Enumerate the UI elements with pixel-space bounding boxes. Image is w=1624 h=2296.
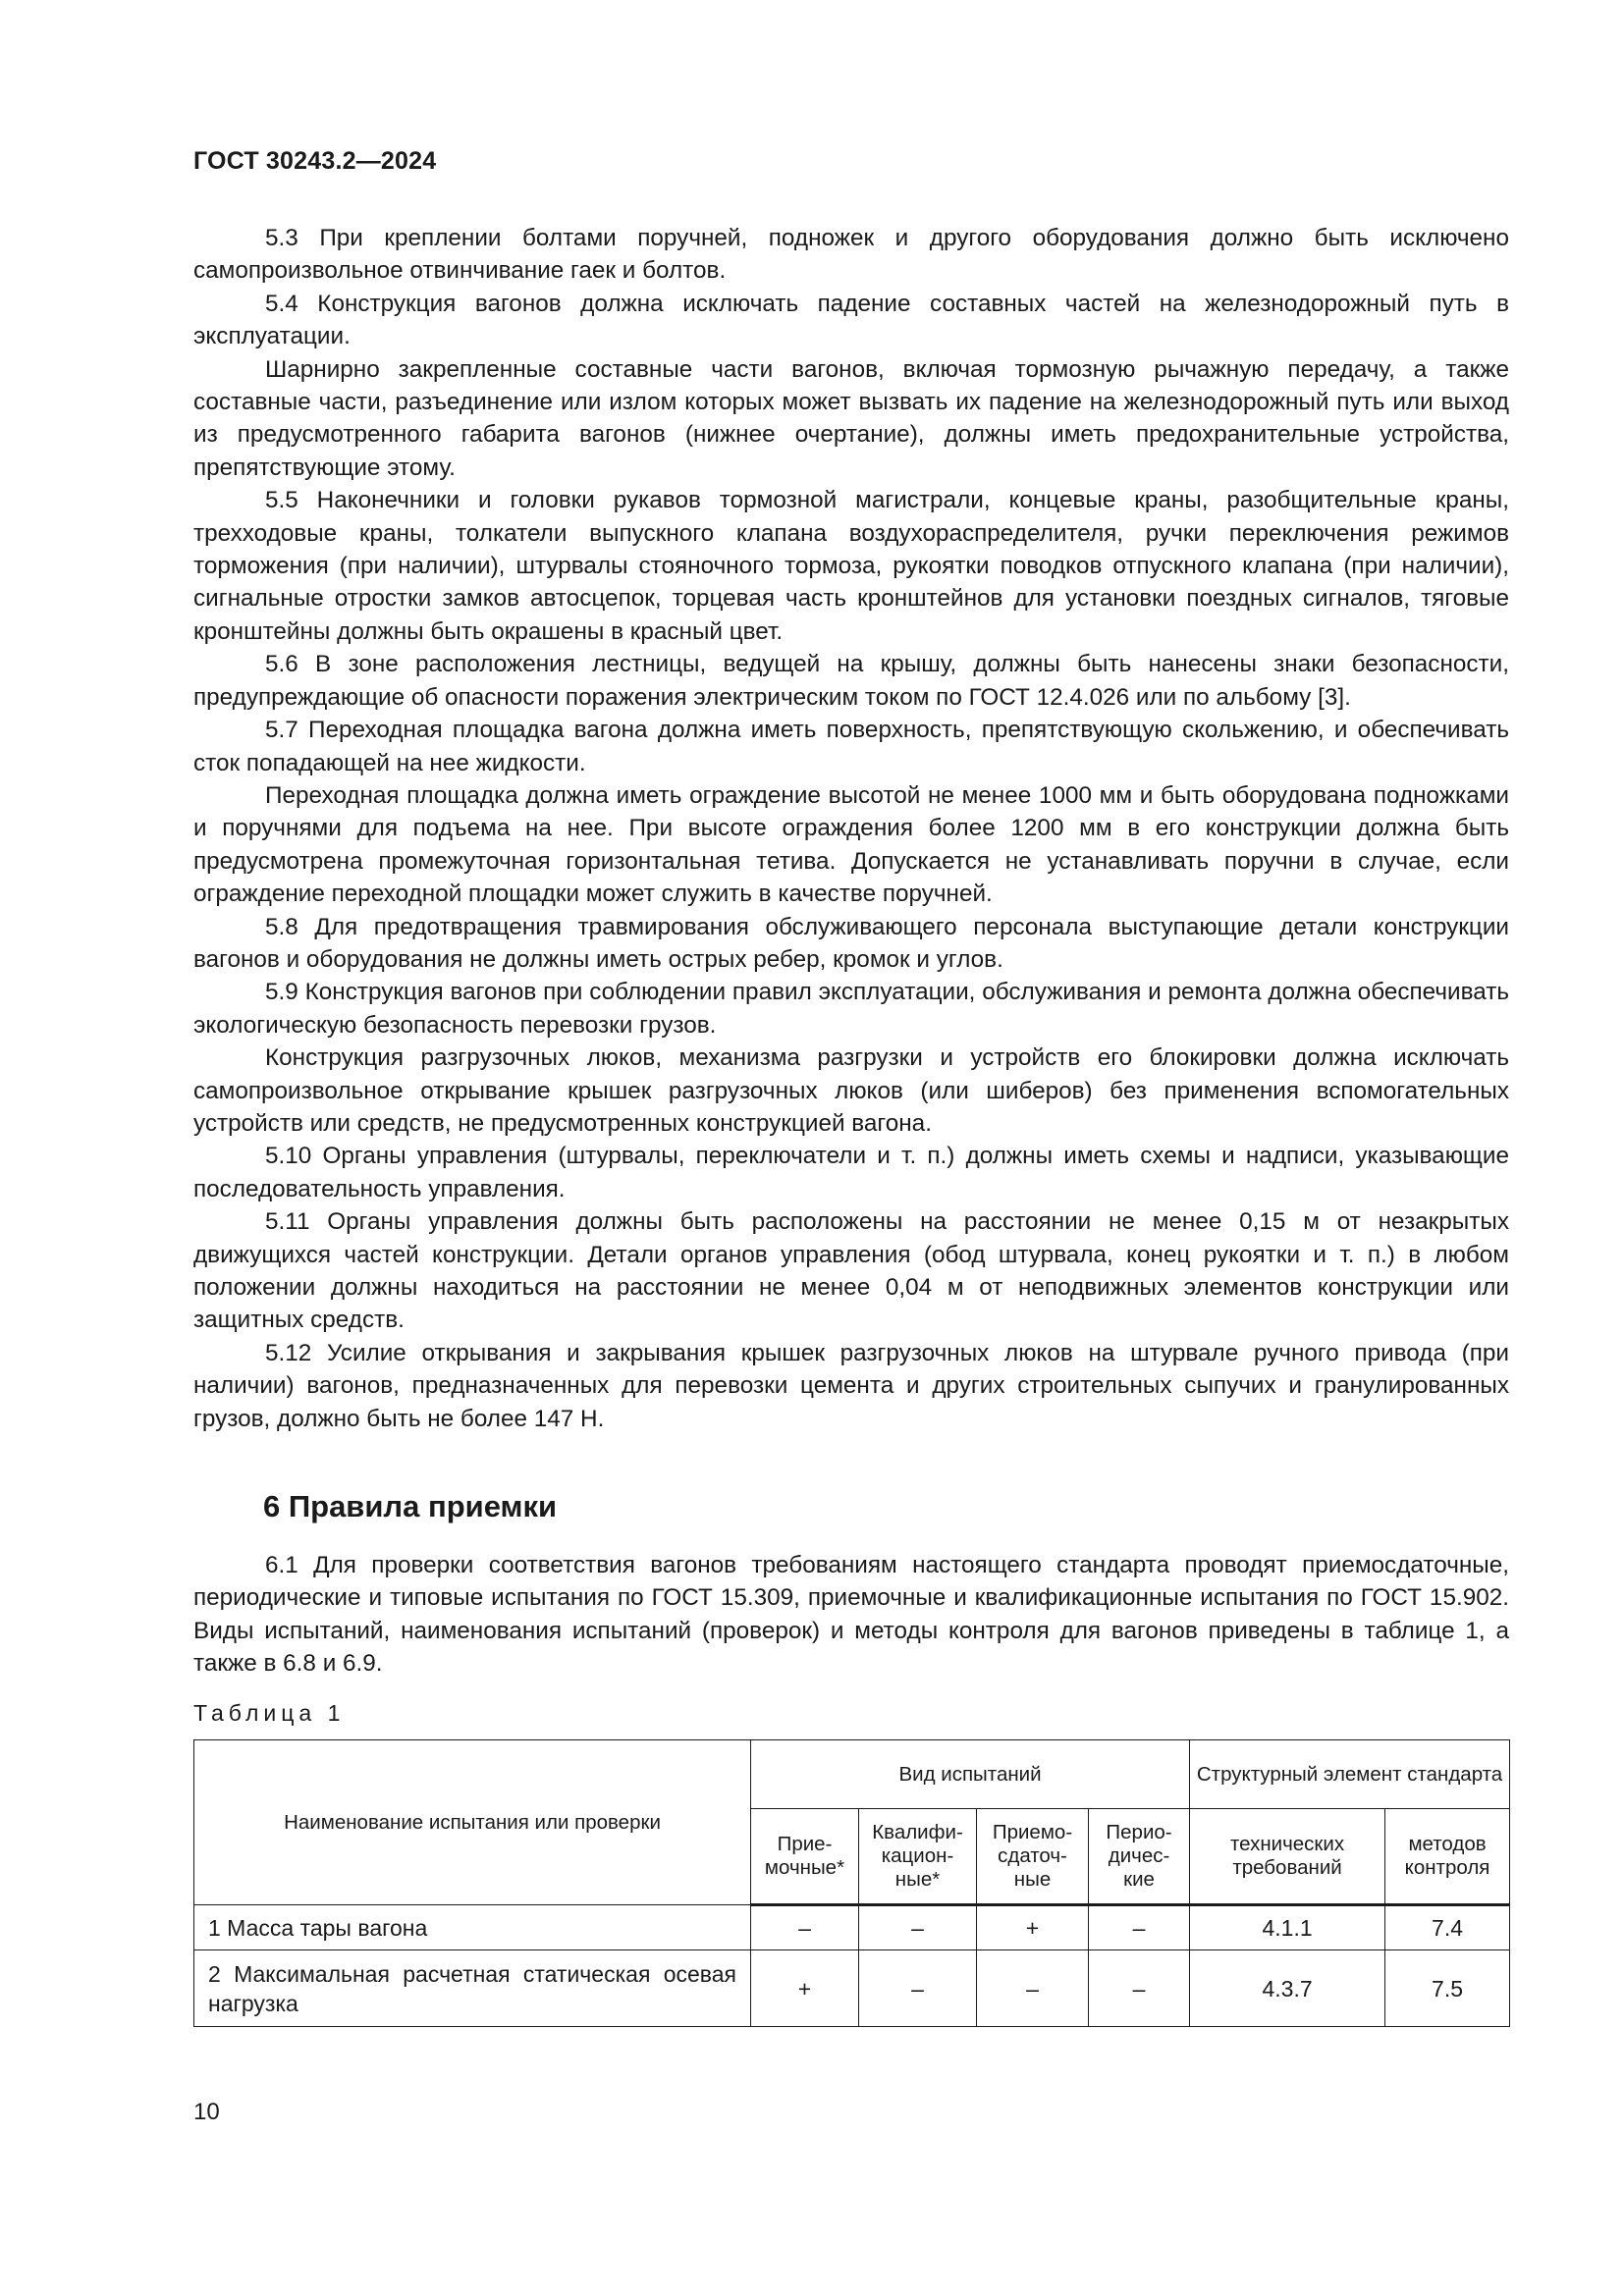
paragraph: 6.1 Для проверки соответствия вагонов требованиям настоящего стандарта проводят приемосдаточные, периодические и типовые испытания по ГОСТ 15.309, приемочные и квалификационные испытания по ГОСТ 15.902. Виды испытаний, наименования испытаний (проверок) и методы контроля для вагонов приведены в таблице 1, а также в 6.8 и 6.9.	[193, 1552, 1509, 1678]
paragraph: Переходная площадка должна иметь ограждение высотой не менее 1000 мм и быть оборудована подножками и поручнями для подъема на нее. При высоте ограждения более 1200 мм в его конструкции должна быть предусмотрена промежуточная горизонтальная тетива. Допускается не устанавливать поручни в случае, если ограждение переходной площадки может служить в качестве поручней.	[193, 781, 1509, 908]
paragraph: 5.9 Конструкция вагонов при соблюдении правил эксплуатации, обслуживания и ремонта должна обеспечивать экологическую безопасность перевозки грузов.	[193, 979, 1509, 1039]
cell-delivery: +	[977, 1905, 1089, 1950]
column-header-qualification: Квалифи- кацион- ные*	[859, 1809, 977, 1905]
paragraph: 5.6 В зоне расположения лестницы, ведущей на крышу, должны быть нанесены знаки безопасности, предупреждающие об опасности поражения электрическим током по ГОСТ 12.4.026 или по альбому [3].	[193, 651, 1509, 711]
cell-control-methods: 7.5	[1385, 1950, 1510, 2027]
column-header-periodic: Перио- дичес- кие	[1089, 1809, 1190, 1905]
cell-tech-req: 4.3.7	[1190, 1950, 1385, 2027]
table-caption: Таблица 1	[193, 1700, 346, 1726]
cell-control-methods: 7.4	[1385, 1905, 1510, 1950]
cell-periodic: –	[1089, 1905, 1190, 1950]
cell-periodic: –	[1089, 1950, 1190, 2027]
paragraph: 5.3 При креплении болтами поручней, подножек и другого оборудования должно быть исключено самопроизвольное отвинчивание гаек и болтов.	[193, 225, 1509, 285]
cell-acceptance: –	[751, 1905, 859, 1950]
cell-qualification: –	[859, 1950, 977, 2027]
cell-name: 2 Максимальная расчетная статическая осевая нагрузка	[194, 1950, 751, 2027]
column-header-name: Наименование испытания или проверки	[194, 1740, 751, 1905]
table-row	[194, 1905, 1510, 1950]
paragraph: 5.5 Наконечники и головки рукавов тормозной магистрали, концевые краны, разобщительные краны, трехходовые краны, толкатели выпускного клапана воздухораспределителя, ручки переключения режимов торможения (при наличии), штурвалы стояночного тормоза, рукоятки поводков отпускного клапана (при наличии), сигнальные отростки замков автосцепок, торцевая часть кронштейнов для установки поездных сигналов, тяговые кронштейны должны быть окрашены в красный цвет.	[193, 487, 1509, 645]
page-number: 10	[193, 2099, 220, 2125]
column-header-acceptance: Прие- мочные*	[751, 1809, 859, 1905]
test-types-table	[193, 1739, 1510, 2027]
cell-name: 1 Масса тары вагона	[194, 1905, 751, 1950]
paragraph: Шарнирно закрепленные составные части вагонов, включая тормозную рычажную передачу, а также составные части, разъединение или излом которых может вызвать их падение на железнодорожный путь или выход из предусмотренного габарита вагонов (нижнее очертание), должны иметь предохранительные устройства, препятствующие этому.	[193, 355, 1509, 481]
cell-delivery: –	[977, 1950, 1089, 2027]
cell-acceptance: +	[751, 1950, 859, 2027]
paragraph: 5.4 Конструкция вагонов должна исключать падение составных частей на железнодорожный путь в эксплуатации.	[193, 290, 1509, 350]
section-text	[193, 1549, 1509, 1681]
paragraph: 5.10 Органы управления (штурвалы, переключатели и т. п.) должны иметь схемы и надписи, указывающие последовательность управления.	[193, 1143, 1509, 1202]
column-header-control-methods: методов контроля	[1385, 1809, 1510, 1905]
column-header-structural: Структурный элемент стандарта	[1190, 1740, 1510, 1809]
paragraph: 5.7 Переходная площадка вагона должна иметь поверхность, препятствующую скольжению, и обеспечивать сток попадающей на нее жидкости.	[193, 717, 1509, 776]
column-header-tech-req: технических требований	[1190, 1809, 1385, 1905]
document-header: ГОСТ 30243.2—2024	[193, 147, 437, 175]
column-header-delivery: Приемо- сдаточ- ные	[977, 1809, 1089, 1905]
section-title: 6 Правила приемки	[263, 1489, 558, 1523]
cell-tech-req: 4.1.1	[1190, 1905, 1385, 1950]
paragraph: 5.11 Органы управления должны быть расположены на расстоянии не менее 0,15 м от незакрытых движущихся частей конструкции. Детали органов управления (обод штурвала, конец рукоятки и т. п.) в любом положении должны находиться на расстоянии не менее 0,04 м от неподвижных элементов конструкции или защитных средств.	[193, 1208, 1509, 1334]
paragraph: Конструкция разгрузочных люков, механизма разгрузки и устройств его блокировки должна исключать самопроизвольное открывание крышек разгрузочных люков (или шиберов) без применения вспомогательных устройств или средств, не предусмотренных конструкцией вагона.	[193, 1044, 1509, 1137]
paragraph: 5.12 Усилие открывания и закрывания крышек разгрузочных люков на штурвале ручного привода (при наличии) вагонов, предназначенных для перевозки цемента и других строительных сыпучих и гранулированных грузов, должно быть не более 147 Н.	[193, 1339, 1509, 1432]
cell-qualification: –	[859, 1905, 977, 1950]
column-header-test-types: Вид испытаний	[751, 1740, 1190, 1809]
paragraph: 5.8 Для предотвращения травмирования обслуживающего персонала выступающие детали конструкции вагонов и оборудования не должны иметь острых ребер, кромок и углов.	[193, 913, 1509, 973]
requirements-text	[193, 222, 1509, 1435]
table-row	[194, 1950, 1510, 2027]
